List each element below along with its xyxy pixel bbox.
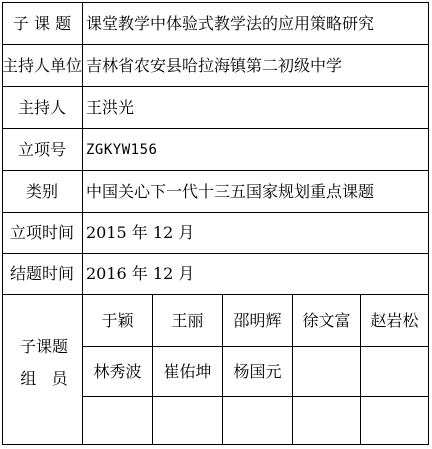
project-number-value: ZGKYW156 bbox=[86, 141, 158, 158]
host-label: 主持人 bbox=[17, 97, 66, 117]
member-name: 杨国元 bbox=[233, 361, 282, 381]
host-unit-label: 主持人单位 bbox=[2, 55, 83, 75]
member-name bbox=[293, 347, 360, 396]
member-name: 王丽 bbox=[171, 310, 204, 330]
host-unit-value: 吉林省农安县哈拉海镇第二初级中学 bbox=[86, 55, 343, 75]
member-name bbox=[361, 397, 428, 444]
project-info-table bbox=[2, 2, 429, 445]
member-name bbox=[223, 397, 292, 444]
approval-date-label: 立项时间 bbox=[9, 223, 74, 242]
member-name bbox=[361, 347, 428, 396]
approval-date-value: 2015 年 12 月 bbox=[86, 223, 195, 242]
member-name bbox=[293, 397, 360, 444]
category-label: 类别 bbox=[25, 181, 58, 201]
member-name: 赵岩松 bbox=[370, 310, 419, 330]
subtopic-value: 课堂教学中体验式教学法的应用策略研究 bbox=[86, 13, 375, 33]
member-name: 林秀波 bbox=[93, 361, 142, 381]
table-border-right bbox=[428, 2, 429, 445]
subtopic-label: 子 课 题 bbox=[12, 13, 72, 33]
category-value: 中国关心下一代十三五国家规划重点课题 bbox=[86, 181, 375, 201]
host-value: 王洪光 bbox=[86, 97, 135, 117]
member-name bbox=[83, 397, 152, 444]
member-name bbox=[153, 397, 222, 444]
subgroup-label-line2: 组 员 bbox=[20, 369, 68, 388]
subgroup-label-line1: 子课题 bbox=[19, 337, 68, 356]
completion-date-value: 2016 年 12 月 bbox=[86, 264, 195, 283]
member-name: 徐文富 bbox=[302, 310, 351, 330]
member-name: 于颖 bbox=[101, 310, 134, 330]
table-border-bottom bbox=[2, 444, 429, 445]
member-name: 崔佑坤 bbox=[163, 361, 212, 381]
project-number-label: 立项号 bbox=[17, 139, 66, 159]
member-name: 邵明辉 bbox=[233, 310, 282, 330]
completion-date-label: 结题时间 bbox=[9, 264, 74, 283]
